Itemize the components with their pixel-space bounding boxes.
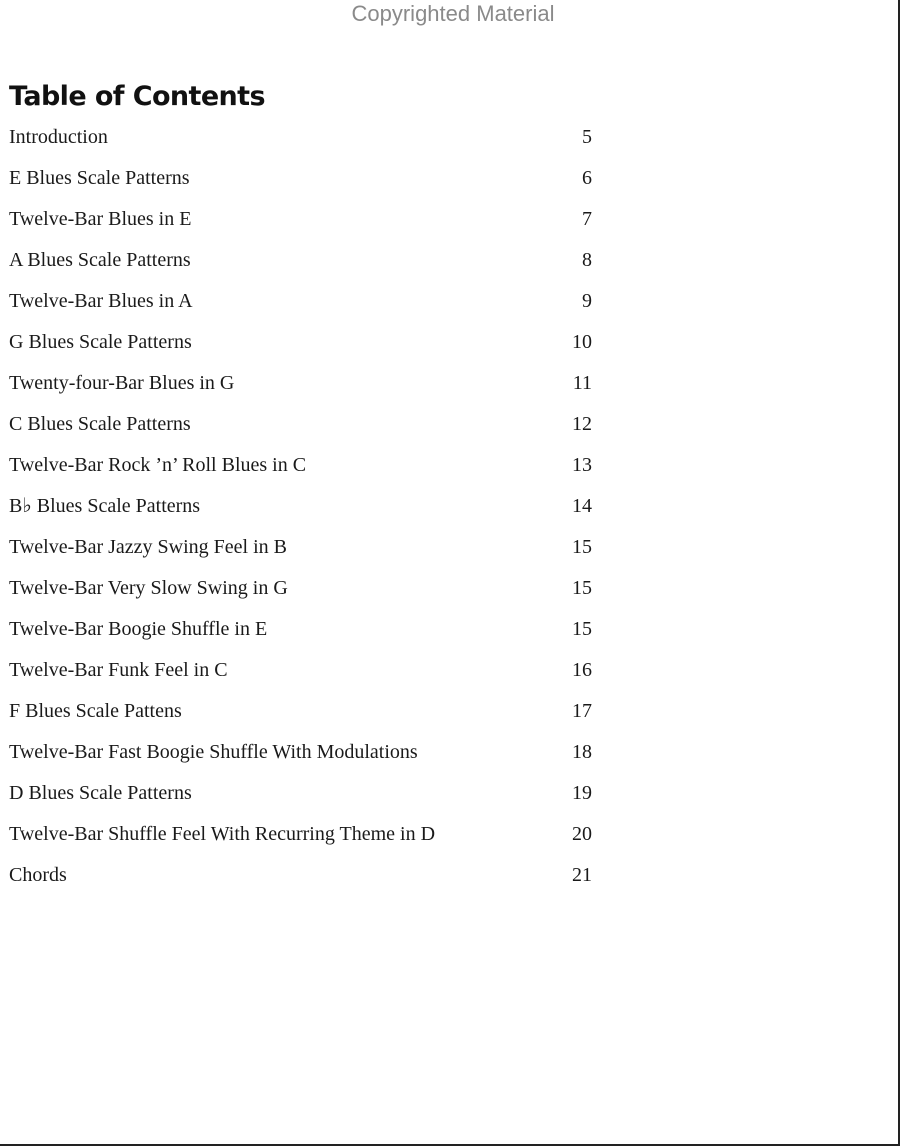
toc-entry [9,573,599,614]
toc-entry [9,737,599,778]
toc-entry-title: Twelve-Bar Funk Feel in C [9,659,228,681]
toc-entry-title: C Blues Scale Patterns [9,413,191,435]
toc-entry-page-number: 10 [572,331,592,353]
toc-entry-page-number: 17 [572,700,592,722]
toc-entry [9,409,599,450]
toc-entry-page-number: 15 [572,577,592,599]
toc-entry [9,122,599,163]
toc-entry-title: Twenty-four-Bar Blues in G [9,372,235,394]
toc-entry-title: Chords [9,864,67,886]
toc-entry-title: Introduction [9,126,108,148]
copyright-watermark: Copyrighted Material [351,1,555,26]
toc-entry-title: Twelve-Bar Fast Boogie Shuffle With Modulations [9,741,418,763]
toc-entry-title: Twelve-Bar Very Slow Swing in G [9,577,288,599]
toc-entry-title: A Blues Scale Patterns [9,249,191,271]
toc-entry [9,778,599,819]
toc-entry [9,696,599,737]
toc-entry-page-number: 16 [572,659,592,681]
toc-entry [9,204,599,245]
toc-entry-title: E Blues Scale Patterns [9,167,190,189]
toc-entry-title: G Blues Scale Patterns [9,331,192,353]
toc-entry [9,368,599,409]
toc-entry-title: D Blues Scale Patterns [9,782,192,804]
toc-entry [9,163,599,204]
toc-entry-title: Twelve-Bar Blues in A [9,290,193,312]
toc-entry-title: B♭ Blues Scale Patterns [9,495,201,517]
toc-entry [9,327,599,368]
toc-entry-page-number: 5 [582,126,592,148]
toc-entry [9,245,599,286]
toc-entry [9,491,599,532]
toc-entry-title: Twelve-Bar Boogie Shuffle in E [9,618,268,640]
toc-entry [9,450,599,491]
toc-entry [9,655,599,696]
toc-entry-page-number: 19 [572,782,592,804]
toc-entry-title: F Blues Scale Pattens [9,700,182,722]
toc-entry-title: Twelve-Bar Jazzy Swing Feel in B [9,536,287,558]
toc-entry [9,819,599,860]
toc-entry-page-number: 7 [582,208,592,230]
toc-entry-title: Twelve-Bar Blues in E [9,208,192,230]
toc-entry-page-number: 9 [582,290,592,312]
toc-list [9,122,599,901]
toc-entry-title: Twelve-Bar Shuffle Feel With Recurring Theme in D [9,823,436,845]
toc-entry-page-number: 15 [572,536,592,558]
toc-entry-title: Twelve-Bar Rock ’n’ Roll Blues in C [9,454,307,476]
toc-entry-page-number: 15 [572,618,592,640]
toc-entry-page-number: 6 [582,167,592,189]
toc-entry [9,532,599,573]
toc-entry [9,860,599,901]
page-title: Table of Contents [9,81,265,112]
toc-entry-page-number: 11 [572,372,592,394]
toc-entry-page-number: 12 [572,413,592,435]
toc-entry [9,286,599,327]
toc-entry-page-number: 13 [572,454,592,476]
toc-entry-page-number: 14 [572,495,592,517]
toc-entry [9,614,599,655]
toc-entry-page-number: 20 [572,823,592,845]
toc-entry-page-number: 21 [572,864,592,886]
toc-entry-page-number: 8 [582,249,592,271]
toc-entry-page-number: 18 [572,741,592,763]
